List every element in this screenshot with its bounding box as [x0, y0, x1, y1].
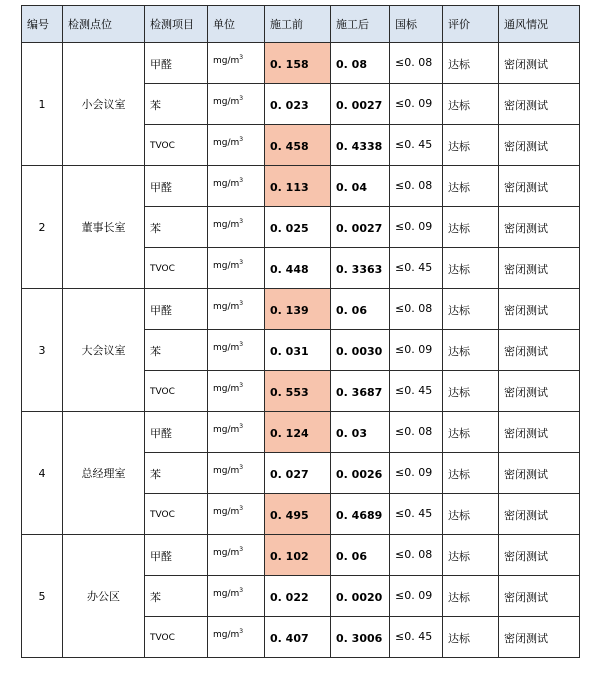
header-id: 编号: [22, 6, 63, 43]
header-after: 施工后: [331, 6, 390, 43]
evaluation-cell: 达标: [443, 576, 499, 617]
before-value: 0. 553: [265, 371, 331, 412]
after-value: 0. 0026: [331, 453, 390, 494]
header-row: [22, 6, 580, 43]
unit-text: mg/m: [213, 220, 240, 230]
table-row: [22, 412, 580, 453]
before-value: 0. 448: [265, 248, 331, 289]
standard-value: ≤0. 08: [390, 43, 443, 84]
evaluation-cell: 达标: [443, 125, 499, 166]
before-value: 0. 027: [265, 453, 331, 494]
unit-text: mg/m: [213, 138, 240, 148]
item-cell: 甲醛: [145, 43, 208, 84]
unit-cell: [208, 248, 265, 289]
standard-value: ≤0. 08: [390, 535, 443, 576]
unit-superscript: 3: [239, 423, 244, 430]
item-cell: 甲醛: [145, 535, 208, 576]
evaluation-cell: 达标: [443, 617, 499, 658]
unit-text: mg/m: [213, 466, 240, 476]
unit-text: mg/m: [213, 343, 240, 353]
unit-text: mg/m: [213, 425, 240, 435]
location-cell: 大会议室: [63, 289, 145, 412]
unit-superscript: 3: [239, 95, 244, 102]
evaluation-cell: 达标: [443, 84, 499, 125]
unit-superscript: 3: [239, 300, 244, 307]
unit-text: mg/m: [213, 56, 240, 66]
unit-cell: [208, 207, 265, 248]
before-value: 0. 025: [265, 207, 331, 248]
unit-superscript: 3: [239, 505, 244, 512]
standard-value: ≤0. 09: [390, 207, 443, 248]
unit-superscript: 3: [239, 628, 244, 635]
header-location: 检测点位: [63, 6, 145, 43]
unit-cell: [208, 617, 265, 658]
ventilation-cell: 密闭测试: [499, 125, 580, 166]
row-id: 4: [22, 412, 63, 535]
evaluation-cell: 达标: [443, 494, 499, 535]
unit-cell: [208, 125, 265, 166]
after-value: 0. 04: [331, 166, 390, 207]
unit-cell: [208, 330, 265, 371]
item-cell: TVOC: [145, 494, 208, 535]
evaluation-cell: 达标: [443, 43, 499, 84]
item-cell: TVOC: [145, 371, 208, 412]
standard-value: ≤0. 08: [390, 412, 443, 453]
evaluation-cell: 达标: [443, 535, 499, 576]
evaluation-cell: 达标: [443, 289, 499, 330]
evaluation-cell: 达标: [443, 248, 499, 289]
after-value: 0. 0027: [331, 207, 390, 248]
before-value: 0. 124: [265, 412, 331, 453]
standard-value: ≤0. 45: [390, 125, 443, 166]
unit-cell: [208, 166, 265, 207]
unit-text: mg/m: [213, 507, 240, 517]
ventilation-cell: 密闭测试: [499, 535, 580, 576]
ventilation-cell: 密闭测试: [499, 207, 580, 248]
before-value: 0. 495: [265, 494, 331, 535]
row-id: 5: [22, 535, 63, 658]
unit-cell: [208, 84, 265, 125]
evaluation-cell: 达标: [443, 330, 499, 371]
before-value: 0. 023: [265, 84, 331, 125]
ventilation-cell: 密闭测试: [499, 371, 580, 412]
unit-cell: [208, 576, 265, 617]
after-value: 0. 0030: [331, 330, 390, 371]
standard-value: ≤0. 09: [390, 576, 443, 617]
unit-text: mg/m: [213, 302, 240, 312]
standard-value: ≤0. 45: [390, 371, 443, 412]
unit-superscript: 3: [239, 54, 244, 61]
standard-value: ≤0. 45: [390, 248, 443, 289]
unit-cell: [208, 453, 265, 494]
item-cell: 苯: [145, 576, 208, 617]
after-value: 0. 08: [331, 43, 390, 84]
unit-text: mg/m: [213, 589, 240, 599]
ventilation-cell: 密闭测试: [499, 166, 580, 207]
after-value: 0. 0027: [331, 84, 390, 125]
unit-superscript: 3: [239, 177, 244, 184]
row-id: 1: [22, 43, 63, 166]
item-cell: 苯: [145, 207, 208, 248]
ventilation-cell: 密闭测试: [499, 453, 580, 494]
unit-cell: [208, 289, 265, 330]
table-row: [22, 43, 580, 84]
unit-superscript: 3: [239, 546, 244, 553]
standard-value: ≤0. 45: [390, 494, 443, 535]
ventilation-cell: 密闭测试: [499, 494, 580, 535]
before-value: 0. 031: [265, 330, 331, 371]
standard-value: ≤0. 09: [390, 453, 443, 494]
unit-superscript: 3: [239, 341, 244, 348]
table-row: [22, 289, 580, 330]
item-cell: TVOC: [145, 125, 208, 166]
item-cell: 苯: [145, 330, 208, 371]
test-results-document: [21, 5, 580, 658]
ventilation-cell: 密闭测试: [499, 617, 580, 658]
item-cell: 苯: [145, 84, 208, 125]
before-value: 0. 102: [265, 535, 331, 576]
ventilation-cell: 密闭测试: [499, 576, 580, 617]
location-cell: 总经理室: [63, 412, 145, 535]
item-cell: 甲醛: [145, 412, 208, 453]
before-value: 0. 139: [265, 289, 331, 330]
unit-text: mg/m: [213, 261, 240, 271]
standard-value: ≤0. 09: [390, 84, 443, 125]
after-value: 0. 4689: [331, 494, 390, 535]
ventilation-cell: 密闭测试: [499, 330, 580, 371]
before-value: 0. 113: [265, 166, 331, 207]
before-value: 0. 022: [265, 576, 331, 617]
header-standard: 国标: [390, 6, 443, 43]
unit-text: mg/m: [213, 548, 240, 558]
after-value: 0. 3006: [331, 617, 390, 658]
before-value: 0. 407: [265, 617, 331, 658]
unit-cell: [208, 535, 265, 576]
item-cell: 苯: [145, 453, 208, 494]
ventilation-cell: 密闭测试: [499, 289, 580, 330]
unit-cell: [208, 412, 265, 453]
standard-value: ≤0. 45: [390, 617, 443, 658]
evaluation-cell: 达标: [443, 207, 499, 248]
unit-superscript: 3: [239, 259, 244, 266]
item-cell: 甲醛: [145, 289, 208, 330]
before-value: 0. 458: [265, 125, 331, 166]
row-id: 3: [22, 289, 63, 412]
unit-text: mg/m: [213, 179, 240, 189]
header-evaluation: 评价: [443, 6, 499, 43]
item-cell: 甲醛: [145, 166, 208, 207]
header-ventilation: 通风情况: [499, 6, 580, 43]
unit-text: mg/m: [213, 384, 240, 394]
header-item: 检测项目: [145, 6, 208, 43]
location-cell: 小会议室: [63, 43, 145, 166]
standard-value: ≤0. 09: [390, 330, 443, 371]
before-value: 0. 158: [265, 43, 331, 84]
header-unit: 单位: [208, 6, 265, 43]
unit-cell: [208, 43, 265, 84]
ventilation-cell: 密闭测试: [499, 43, 580, 84]
standard-value: ≤0. 08: [390, 289, 443, 330]
row-id: 2: [22, 166, 63, 289]
evaluation-cell: 达标: [443, 371, 499, 412]
table-row: [22, 166, 580, 207]
unit-superscript: 3: [239, 464, 244, 471]
ventilation-cell: 密闭测试: [499, 84, 580, 125]
air-quality-table: [21, 5, 580, 658]
after-value: 0. 0020: [331, 576, 390, 617]
header-before: 施工前: [265, 6, 331, 43]
unit-text: mg/m: [213, 97, 240, 107]
standard-value: ≤0. 08: [390, 166, 443, 207]
after-value: 0. 06: [331, 535, 390, 576]
unit-superscript: 3: [239, 587, 244, 594]
ventilation-cell: 密闭测试: [499, 248, 580, 289]
evaluation-cell: 达标: [443, 166, 499, 207]
item-cell: TVOC: [145, 617, 208, 658]
after-value: 0. 06: [331, 289, 390, 330]
ventilation-cell: 密闭测试: [499, 412, 580, 453]
unit-cell: [208, 494, 265, 535]
unit-cell: [208, 371, 265, 412]
after-value: 0. 3363: [331, 248, 390, 289]
evaluation-cell: 达标: [443, 412, 499, 453]
after-value: 0. 03: [331, 412, 390, 453]
evaluation-cell: 达标: [443, 453, 499, 494]
item-cell: TVOC: [145, 248, 208, 289]
after-value: 0. 3687: [331, 371, 390, 412]
location-cell: 办公区: [63, 535, 145, 658]
location-cell: 董事长室: [63, 166, 145, 289]
unit-superscript: 3: [239, 136, 244, 143]
after-value: 0. 4338: [331, 125, 390, 166]
table-row: [22, 535, 580, 576]
unit-superscript: 3: [239, 218, 244, 225]
unit-superscript: 3: [239, 382, 244, 389]
unit-text: mg/m: [213, 630, 240, 640]
